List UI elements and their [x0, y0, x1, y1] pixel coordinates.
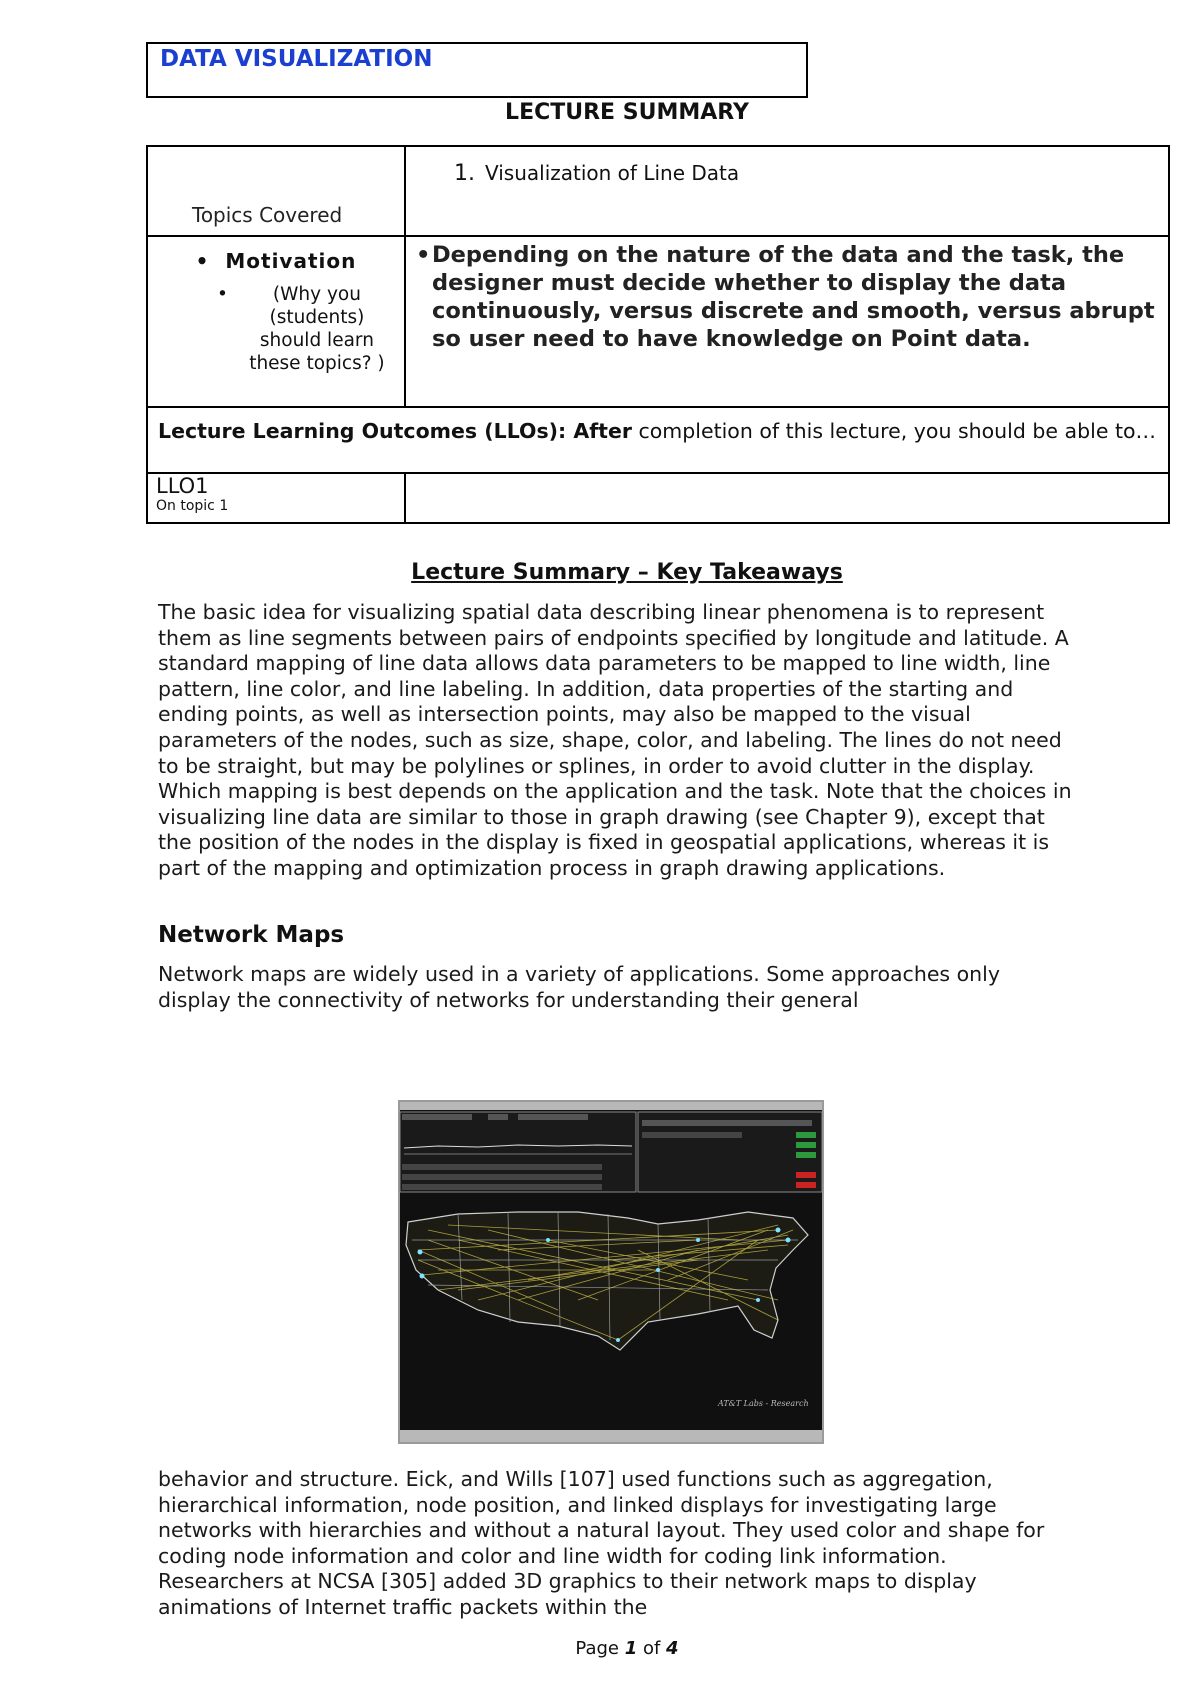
- llo-heading-cell: [147, 407, 1169, 473]
- bullet-icon: •: [195, 249, 210, 273]
- footer-of: of: [637, 1638, 667, 1659]
- llo1-sublabel: On topic 1: [156, 498, 229, 514]
- bullet-icon: •: [416, 242, 431, 268]
- page-current: 1: [624, 1638, 638, 1659]
- status-green: [796, 1152, 816, 1158]
- panel-field: [488, 1114, 508, 1120]
- topic-1: Visualization of Line Data: [485, 161, 740, 185]
- footer-prefix: Page: [575, 1638, 625, 1659]
- motivation-description: Depending on the nature of the data and the task, the designer must decide whether to display the data continuously, versus discrete and smooth, versus abrupt so user need to have knowledge on Point data.: [432, 242, 1155, 352]
- panel-field: [402, 1114, 472, 1120]
- page-footer: [0, 1638, 1200, 1659]
- figure-watermark: AT&T Labs - Research: [718, 1399, 809, 1408]
- paragraph-1: The basic idea for visualizing spatial data describing linear phenomena is to represent them as line segments between pairs of endpoints specified by longitude and latitude. A standard mapping of line data allows data parameters to be mapped to line width, line pattern, line color, and line labeling. In addition, data properties of the starting and ending points, as well as intersection points, may also be mapped to the visual parameters of the nodes, such as size, shape, color, and labeling. The lines do not need to be straight, but may be polylines or splines, in order to avoid clutter in the display. Which mapping is best depends on the application and the task. Note that the choices in visualizing line data are similar to those in graph drawing (see Chapter 9), except that the position of the nodes in the display is fixed in geospatial applications, whereas it is part of the mapping and optimization process in graph drawing applications.: [158, 600, 1072, 880]
- llo-heading-rest: completion of this lecture, you should be able to…: [631, 419, 1157, 443]
- lecture-info-table: [146, 145, 1170, 524]
- topics-covered-cell: [147, 146, 405, 236]
- motivation-description-cell: [405, 236, 1169, 407]
- motivation-heading: [149, 249, 403, 273]
- status-green: [796, 1132, 816, 1138]
- network-maps-heading: Network Maps: [158, 922, 345, 948]
- motivation-why-text: (Why you (students) should learn these topics? ): [249, 284, 385, 374]
- motivation-label: Motivation: [225, 249, 357, 273]
- lecture-summary-heading: LECTURE SUMMARY: [505, 100, 749, 125]
- panel-field: [402, 1174, 602, 1180]
- llo-heading-bold: Lecture Learning Outcomes (LLOs): After: [158, 419, 632, 443]
- paragraph-3: behavior and structure. Eick, and Wills [107] used functions such as aggregation, hierarchical information, node position, and linked displays for investigating large networks with hierarchies and without a natural layout. They used color and shape for coding node information and color and line width for coding link information. Researchers at NCSA [305] added 3D graphics to their network maps to display animations of Internet traffic packets within the: [158, 1467, 1045, 1619]
- paragraph-2: Network maps are widely used in a variety of applications. Some approaches only display the connectivity of networks for understanding their general: [158, 962, 1000, 1012]
- figure-titlebar: [400, 1102, 822, 1110]
- motivation-cell: [147, 236, 405, 407]
- figure-statusbar: [400, 1430, 822, 1442]
- network-map-figure: [398, 1100, 824, 1444]
- bullet-icon: •: [217, 284, 228, 305]
- llo1-label: LLO1: [156, 474, 209, 498]
- title-box: [146, 42, 808, 98]
- panel-field: [402, 1164, 602, 1170]
- page-total: 4: [666, 1638, 679, 1659]
- panel-field: [402, 1184, 602, 1190]
- motivation-why: [149, 283, 403, 375]
- stats-field: [642, 1132, 742, 1138]
- topic-number: 1.: [454, 161, 475, 186]
- document-title: DATA VISUALIZATION: [160, 46, 433, 72]
- topic-list-cell: [405, 146, 1169, 236]
- topics-covered-label: Topics Covered: [192, 203, 343, 227]
- llo1-id-cell: [147, 473, 405, 523]
- status-red: [796, 1172, 816, 1178]
- key-takeaways-heading: Lecture Summary – Key Takeaways: [411, 560, 843, 585]
- llo1-text-cell: [405, 473, 1169, 523]
- status-green: [796, 1142, 816, 1148]
- panel-field: [518, 1114, 588, 1120]
- stats-field: [642, 1120, 812, 1126]
- status-red: [796, 1182, 816, 1188]
